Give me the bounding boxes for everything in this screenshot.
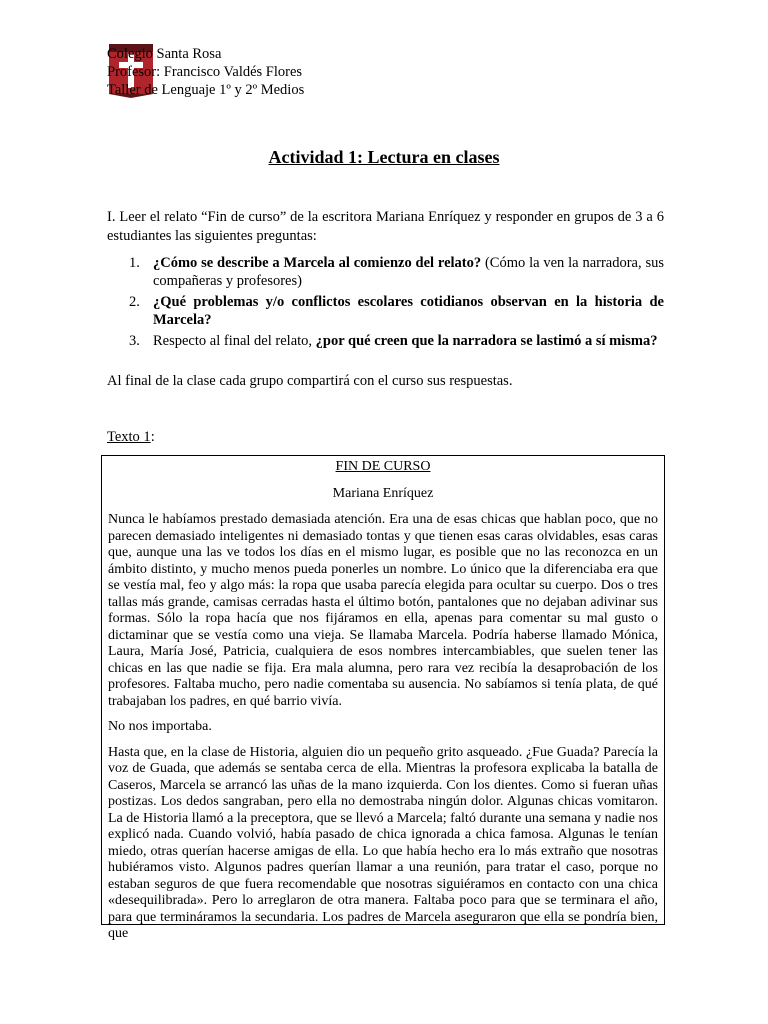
header-course: Taller de Lenguaje 1º y 2º Medios — [107, 82, 305, 98]
text-label-colon: : — [150, 429, 155, 445]
activity-title: Actividad 1: Lectura en clases — [268, 147, 500, 167]
header-school: Colegio Santa Rosa — [107, 46, 222, 62]
instructions-closing: Al final de la clase cada grupo compartirá con el curso sus respuestas. — [107, 373, 513, 389]
question-item-2 — [107, 293, 664, 329]
question-number: 2. — [129, 294, 140, 310]
story-paragraph: No nos importaba. — [108, 719, 212, 734]
story-paragraph: Hasta que, en la clase de Historia, alguien dio un pequeño grito asqueado. ¿Fue Guada? Parecía la voz de Guada, que además se sentaba cerca de ella. Mientras la profesora explicaba la batalla de Caseros, Marcela se arrancó las uñas de la mano izquierda. Con los dientes. Como si fueran uñas postizas. Los dedos sangraban, pero ella no demostraba ningún dolor. Algunas chicas vomitaron. La de Historia llamó a la preceptora, que se llevó a Marcela; faltó durante una semana y nadie nos explicó nada. Cuando volvió, había pasado de chica ignorada a chica famosa. Algunas le tenían miedo, otras querían hacerse amigas de ella. Lo que había hecho era lo más extraño que nosotras hubiéramos visto. Algunos padres querían llamar a una reunión, para tratar el caso, porque no estaban seguros de que fuera recomendable que nosotras siguiéramos en contacto con una chica «desequilibrada». Pero lo arreglaron de otra manera. Faltaba poco para que se terminara el año, para que termináramos la secundaria. Los padres de Marcela aseguraron que ella se pondría bien, que — [108, 744, 658, 941]
story-box — [101, 455, 665, 941]
text-label-name: Texto 1 — [107, 429, 151, 445]
story-title: FIN DE CURSO — [335, 459, 431, 474]
question-item-1 — [107, 254, 664, 290]
story-author: Mariana Enríquez — [332, 485, 434, 501]
instructions-intro: I. Leer el relato “Fin de curso” de la escritora Mariana Enríquez y responder en grupos de 3 a 6 estudiantes las siguientes preguntas: — [107, 209, 664, 244]
question-lead-text: Respecto al final del relato, — [153, 333, 316, 349]
text-label — [107, 428, 155, 446]
question-number: 1. — [129, 255, 140, 271]
question-bold-text: ¿por qué creen que la narradora se lastimó a sí misma? — [315, 333, 658, 349]
question-item-3 — [107, 332, 664, 350]
story-paragraph: Nunca le habíamos prestado demasiada atención. Era una de esas chicas que hablan poco, que no parecen demasiado inteligentes ni demasiado tontas y que tienen esas caras olvidables, esas caras que, aunque una las ve todos los días en el mismo lugar, es posible que no las reconozca en un ámbito distinto, y mucho menos pueda ponerles un nombre. Lo único que la diferenciaba era que se vestía mal, feo y algo más: la ropa que usaba parecía elegida para ocultar su cuerpo. Dos o tres tallas más grande, camisas cerradas hasta el último botón, pantalones que no dejaban adivinar sus formas. Sólo la ropa hacía que nos fijáramos en ella, apenas para comentar su mal gusto o dictaminar que se vestía como una vieja. Se llamaba Marcela. Podría haberse llamado Mónica, Laura, María José, Patricia, cualquiera de esos nombres intercambiables, que suelen tener las chicas en las que nadie se fija. Era mala alumna, pero rara vez recibía la desaprobación de los profesores. Faltaba mucho, pero nadie comentaba su ausencia. No sabíamos si tenía plata, de qué trabajaban los padres, en qué barrio vivía. — [108, 512, 658, 709]
question-list — [107, 254, 664, 353]
document-header — [107, 45, 507, 99]
header-teacher: Profesor: Francisco Valdés Flores — [107, 64, 303, 80]
question-extra-text: (Cómo la ven la narradora, sus compañeras y profesores) — [153, 255, 664, 289]
question-number: 3. — [129, 333, 140, 349]
question-bold-text: ¿Cómo se describe a Marcela al comienzo del relato? — [153, 255, 482, 271]
question-bold-text: ¿Qué problemas y/o conflictos escolares cotidianos observan en la historia de Marcela? — [153, 294, 664, 328]
